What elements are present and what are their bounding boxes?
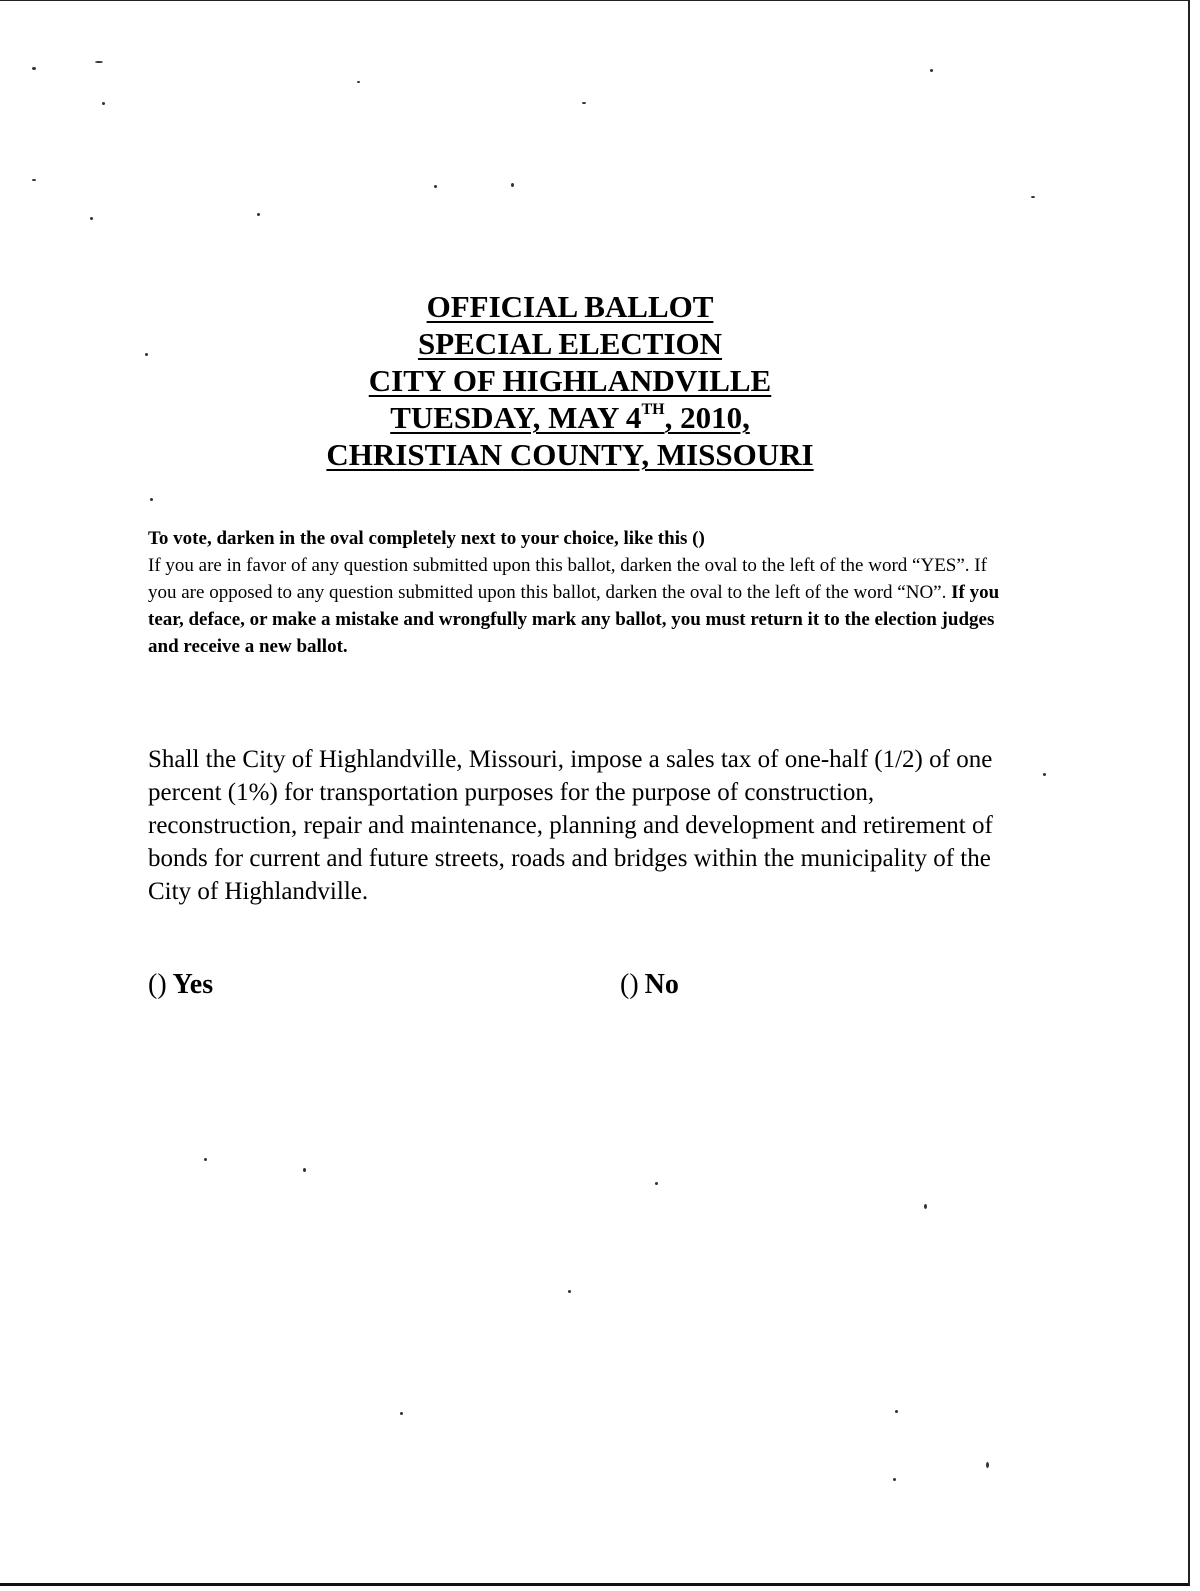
choice-no[interactable]	[620, 967, 679, 1003]
scan-speck	[434, 185, 437, 188]
scan-speck	[511, 183, 514, 187]
ballot-question: Shall the City of Highlandville, Missouri, impose a sales tax of one-half (1/2) of one percent (1%) for transportation purposes for the purpose of construction, reconstruction, repair and maintenance, planning and development and retirement of bonds for current and future streets, roads and bridges within the municipality of the City of Highlandville.	[148, 746, 993, 905]
header-city: CITY OF HIGHLANDVILLE	[368, 363, 772, 398]
scan-speck	[1043, 773, 1046, 776]
header-county: CHRISTIAN COUNTY, MISSOURI	[326, 437, 814, 472]
scan-speck	[1031, 196, 1035, 198]
scan-speck	[150, 498, 153, 501]
scan-speck	[893, 1478, 896, 1481]
no-oval[interactable]: ()	[620, 969, 639, 1000]
no-label: No	[644, 969, 679, 1000]
scan-speck	[400, 1412, 403, 1415]
header-date-suffix: TH	[641, 401, 665, 418]
header-date-main: TUESDAY, MAY 4	[390, 400, 642, 435]
instructions-intro: To vote, darken in the oval completely next to your choice, like this ()	[148, 528, 705, 549]
scan-speck	[32, 179, 36, 181]
scan-speck	[204, 1158, 207, 1161]
scan-speck	[95, 61, 103, 63]
scan-speck	[924, 1204, 927, 1209]
scan-speck	[32, 67, 36, 70]
scan-speck	[582, 102, 586, 104]
instructions-warning: If you tear, deface, or make a mistake and wrongfully mark any ballot, you must return it to the election judges and receive a new ballot.	[148, 582, 1000, 657]
yes-label: Yes	[172, 969, 214, 1000]
ballot-header	[0, 288, 1140, 473]
voting-instructions	[148, 525, 1008, 660]
scan-speck	[102, 102, 105, 105]
scan-speck	[90, 217, 93, 220]
header-date-year: , 2010,	[664, 400, 750, 435]
scan-speck	[895, 1410, 898, 1413]
header-date	[0, 399, 1140, 436]
scan-speck	[257, 213, 260, 216]
scan-speck	[986, 1462, 989, 1468]
choice-yes[interactable]	[148, 967, 213, 1003]
scan-speck	[655, 1182, 658, 1185]
scan-speck	[568, 1290, 571, 1293]
scan-speck	[303, 1168, 306, 1172]
scan-speck	[357, 81, 360, 83]
header-special-election: SPECIAL ELECTION	[417, 326, 723, 361]
scan-speck	[930, 69, 933, 72]
instructions-body: If you are in favor of any question submitted upon this ballot, darken the oval to the left of the word “YES”. If you are opposed to any question submitted upon this ballot, darken the oval to the left of the word “NO”.	[148, 555, 987, 603]
yes-oval[interactable]: ()	[148, 969, 167, 1000]
header-official-ballot: OFFICIAL BALLOT	[426, 289, 714, 324]
